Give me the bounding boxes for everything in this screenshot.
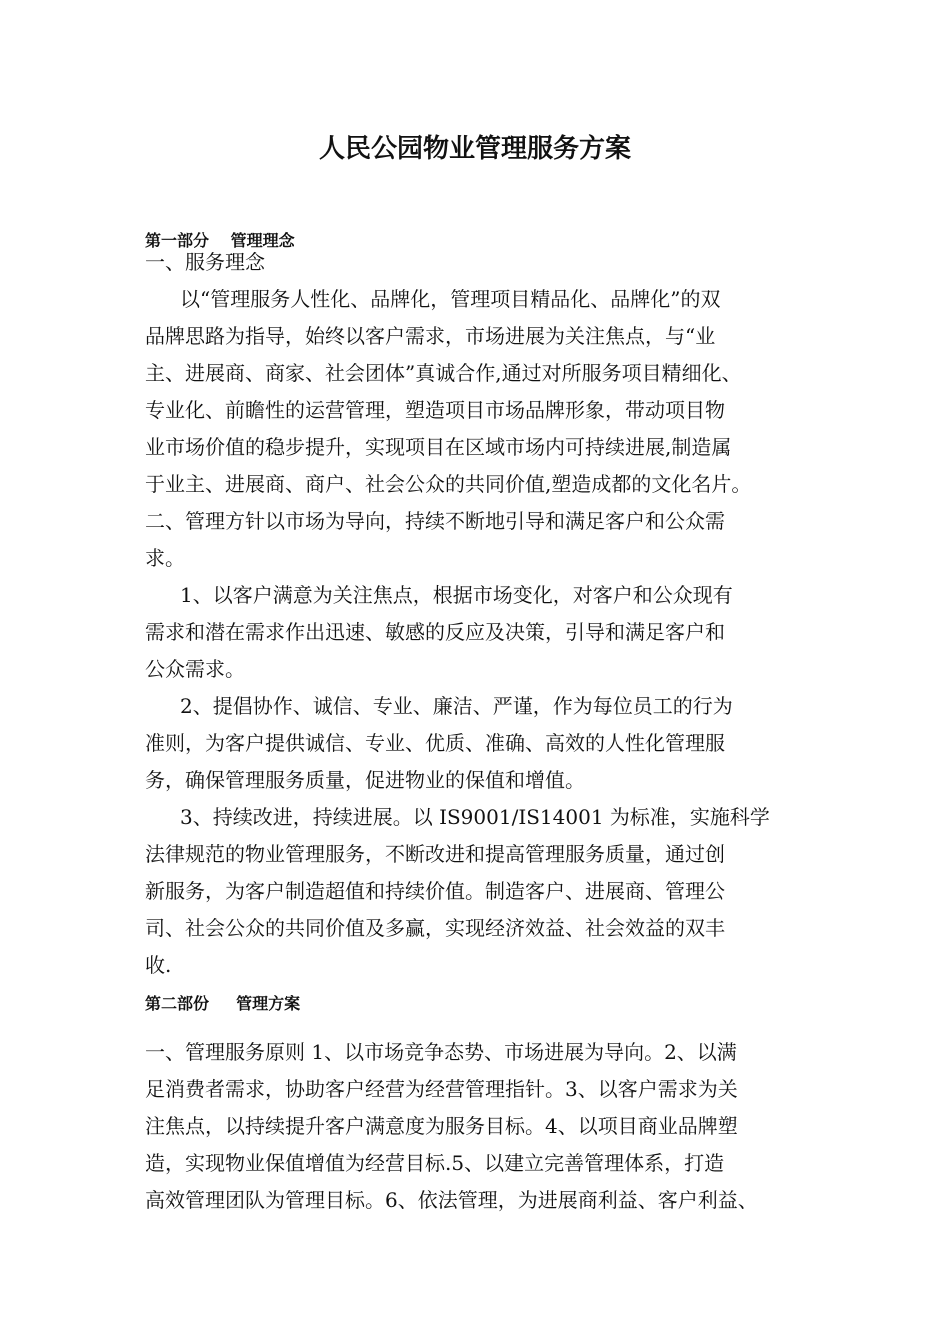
paragraph-line: 专业化、前瞻性的运营管理，塑造项目市场品牌形象，带动项目物: [145, 398, 725, 422]
paragraph-line: 造，实现物业保值增值为经营目标.5、以建立完善管理体系，打造: [145, 1151, 725, 1175]
paragraph-line: 一、服务理念: [145, 250, 265, 274]
paragraph-line: 以“管理服务人性化、品牌化，管理项目精品化、品牌化”的双: [180, 287, 721, 311]
paragraph-line: 主、进展商、商家、社会团体”真诚合作,通过对所服务项目精细化、: [145, 361, 742, 385]
paragraph-line: 法律规范的物业管理服务，不断改进和提高管理服务质量，通过创: [145, 842, 725, 866]
paragraph-line: 司、社会公众的共同价值及多赢，实现经济效益、社会效益的双丰: [145, 916, 725, 940]
document-title: 人民公园物业管理服务方案: [318, 134, 631, 164]
paragraph-line: 准则，为客户提供诚信、专业、优质、准确、高效的人性化管理服: [145, 731, 725, 755]
paragraph-line: 足消费者需求，协助客户经营为经营管理指针。3、以客户需求为关: [145, 1077, 738, 1101]
paragraph-line: 2、提倡协作、诚信、专业、廉洁、严谨，作为每位员工的行为: [180, 694, 733, 718]
paragraph-line: 于业主、进展商、商户、社会公众的共同价值,塑造成都的文化名片。: [145, 472, 752, 496]
paragraph-line: 高效管理团队为管理目标。6、依法管理，为进展商利益、客户利益、: [145, 1188, 758, 1212]
paragraph-line: 一、管理服务原则 1、以市场竞争态势、市场进展为导向。2、以满: [145, 1040, 737, 1064]
paragraph-line: 公众需求。: [145, 657, 245, 681]
paragraph-line: 3、持续改进，持续进展。以 IS9001/IS14001 为标准，实施科学: [180, 805, 770, 829]
paragraph-line: 求。: [145, 546, 185, 570]
paragraph-line: 1、以客户满意为关注焦点，根据市场变化，对客户和公众现有: [180, 583, 733, 607]
paragraph-line: 务，确保管理服务质量，促进物业的保值和增值。: [145, 768, 585, 792]
paragraph-line: 收.: [145, 953, 172, 977]
part2-heading: 第二部份 管理方案: [145, 994, 301, 1013]
paragraph-line: 二、管理方针以市场为导向，持续不断地引导和满足客户和公众需: [145, 509, 725, 533]
part1-heading: 第一部分 管理理念: [145, 231, 295, 250]
paragraph-line: 新服务，为客户制造超值和持续价值。制造客户、进展商、管理公: [145, 879, 725, 903]
paragraph-line: 注焦点，以持续提升客户满意度为服务目标。4、以项目商业品牌塑: [145, 1114, 738, 1138]
paragraph-line: 业市场价值的稳步提升，实现项目在区域市场内可持续进展,制造属: [145, 435, 732, 459]
paragraph-line: 需求和潜在需求作出迅速、敏感的反应及决策，引导和满足客户和: [145, 620, 725, 644]
paragraph-line: 品牌思路为指导，始终以客户需求，市场进展为关注焦点，与“业: [145, 324, 716, 348]
